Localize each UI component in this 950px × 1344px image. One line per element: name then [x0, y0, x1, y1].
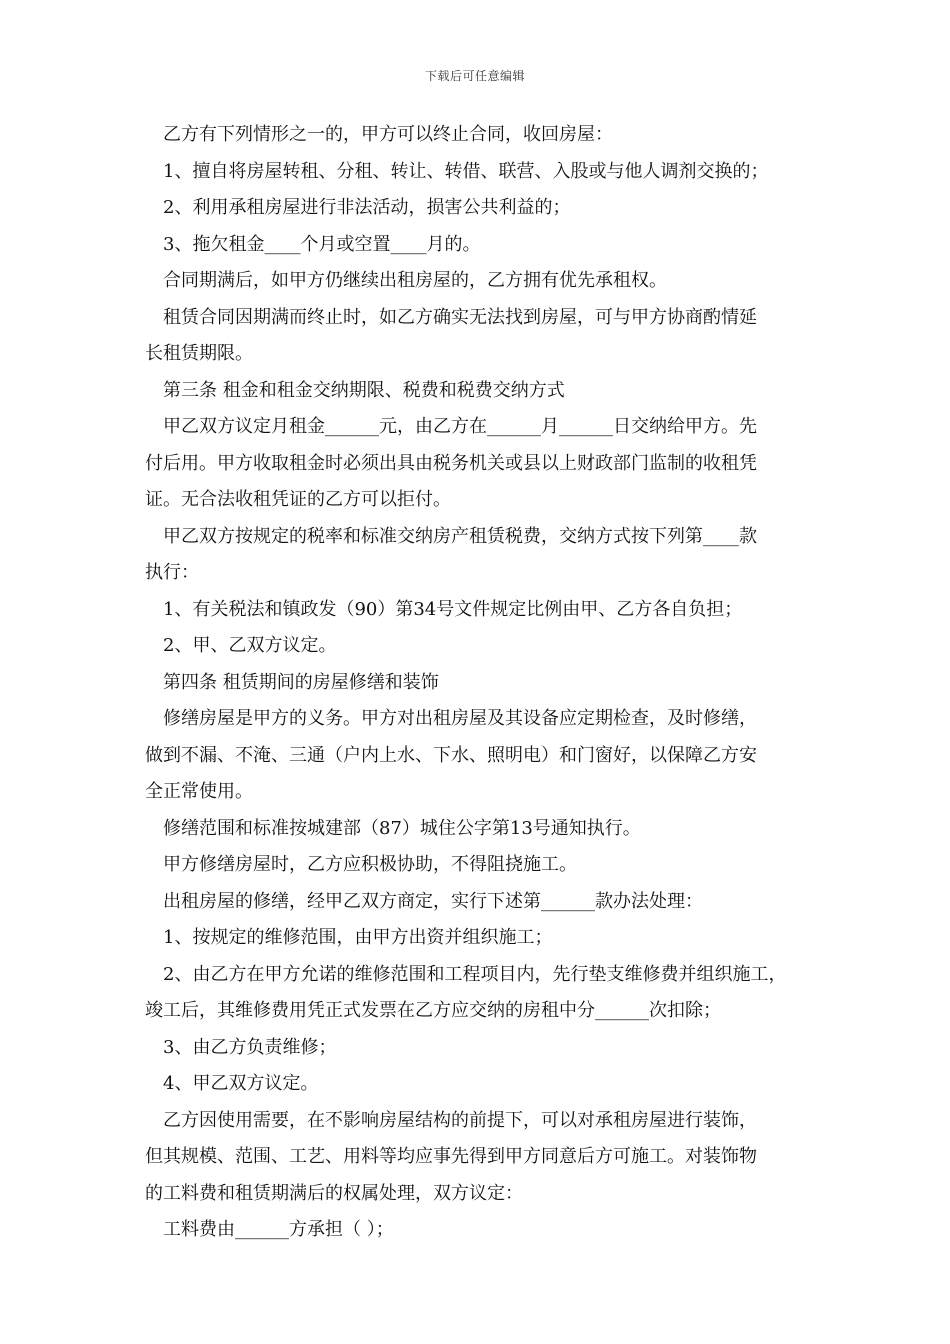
text-line: 全正常使用。	[145, 781, 253, 802]
text-line: 2、甲、乙双方议定。	[163, 635, 337, 656]
text-line: 4、甲乙双方议定。	[163, 1073, 319, 1094]
text-line: 做到不漏、不淹、三通（户内上水、下水、照明电）和门窗好，以保障乙方安	[145, 744, 757, 766]
text-line: 的工料费和租赁期满后的权属处理，双方议定：	[145, 1182, 523, 1204]
document-body	[145, 123, 820, 1255]
text-line: 付后用。甲方收取租金时必须出具由税务机关或县以上财政部门监制的收租凭	[145, 452, 757, 474]
text-line: 乙方有下列情形之一的，甲方可以终止合同，收回房屋：	[163, 124, 613, 145]
text-line: 长租赁期限。	[145, 343, 253, 364]
text-line: 2、由乙方在甲方允诺的维修范围和工程项目内，先行垫支维修费并组织施工，	[163, 963, 787, 985]
text-line: 修缮范围和标准按城建部（87）城住公字第13号通知执行。	[163, 817, 641, 839]
text-line: 工料费由______方承担（ ）；	[163, 1219, 394, 1240]
text-line: 甲乙双方按规定的税率和标准交纳房产租赁税费，交纳方式按下列第____款	[163, 525, 757, 547]
text-line: 但其规模、范围、工艺、用料等均应事先得到甲方同意后方可施工。对装饰物	[145, 1146, 757, 1167]
text-line: 证。无合法收租凭证的乙方可以拒付。	[145, 489, 451, 510]
text-line: 1、擅自将房屋转租、分租、转让、转借、联营、入股或与他人调剂交换的；	[163, 160, 769, 182]
text-line: 出租房屋的修缮，经甲乙双方商定，实行下述第______款办法处理：	[163, 890, 703, 912]
text-line: 竣工后，其维修费用凭正式发票在乙方应交纳的房租中分______次扣除；	[145, 1000, 721, 1021]
text-line: 修缮房屋是甲方的义务。甲方对出租房屋及其设备应定期检查，及时修缮，	[163, 708, 757, 729]
text-line: 1、有关税法和镇政发（90）第34号文件规定比例由甲、乙方各自负担；	[163, 598, 743, 620]
text-line: 甲方修缮房屋时，乙方应积极协助，不得阻挠施工。	[163, 854, 577, 875]
text-line: 租赁合同因期满而终止时，如乙方确实无法找到房屋，可与甲方协商酌情延	[163, 306, 757, 328]
text-line: 1、按规定的维修范围，由甲方出资并组织施工；	[163, 927, 553, 948]
text-line: 第四条 租赁期间的房屋修缮和装饰	[163, 671, 439, 693]
text-line: 第三条 租金和租金交纳期限、税费和税费交纳方式	[163, 379, 565, 401]
text-line: 合同期满后，如甲方仍继续出租房屋的，乙方拥有优先承租权。	[163, 270, 667, 291]
text-line: 甲乙双方议定月租金______元，由乙方在______月______日交纳给甲方。先	[163, 416, 757, 437]
text-line: 乙方因使用需要，在不影响房屋结构的前提下，可以对承租房屋进行装饰，	[163, 1109, 757, 1131]
text-line: 执行：	[145, 562, 199, 583]
text-line: 3、由乙方负责维修；	[163, 1036, 337, 1058]
page-header: 下载后可任意编辑	[424, 69, 525, 83]
text-line: 2、利用承租房屋进行非法活动，损害公共利益的；	[163, 197, 571, 218]
text-line: 3、拖欠租金____个月或空置____月的。	[163, 233, 481, 255]
